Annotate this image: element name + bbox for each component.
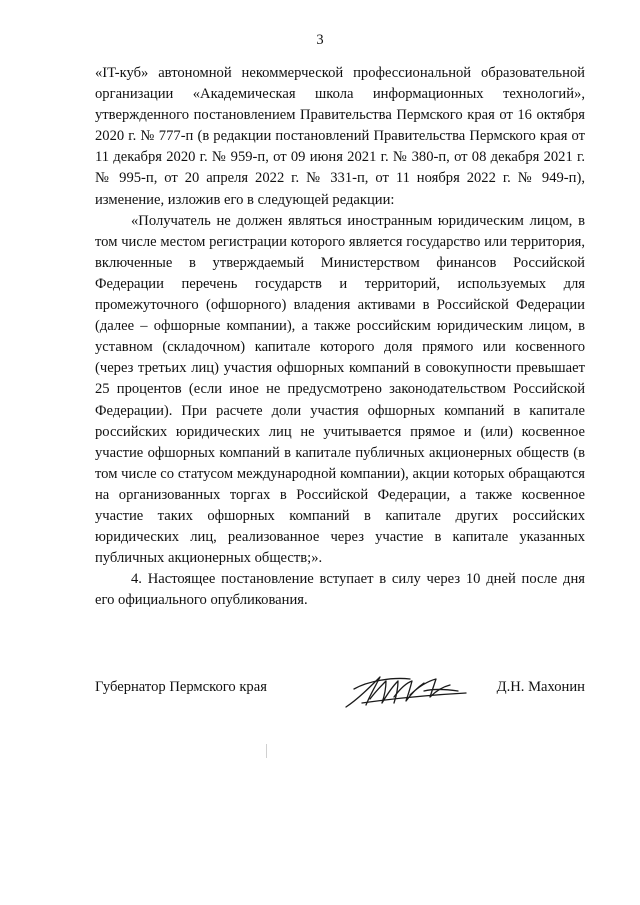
signatory-title: Губернатор Пермского края: [95, 679, 267, 695]
paragraph-item-4: 4. Настоящее постановление вступает в силу через 10 дней после дня его официального опубликования.: [95, 571, 585, 609]
handwritten-signature: [340, 669, 470, 713]
document-body: [95, 63, 585, 611]
scan-speck: [266, 744, 267, 758]
page-number: 3: [316, 32, 324, 48]
signatory-name: Д.Н. Махонин: [496, 679, 585, 695]
paragraph-quoted-amendment: «Получатель не должен являться иностранным юридическим лицом, в том числе местом регистрации которого является государство или территория, включенные в утверждаемый Министерством финансов Российской Федерации перечень государств и территорий, используемых для промежуточного (офшорного) владения активами в Российской Федерации (далее – офшорные компании), а также российским юридическим лицом, в уставном (складочном) капитале которого доля прямого или косвенного (через третьих лиц) участия офшорных компаний в совокупности превышает 25 процентов (если иное не предусмотрено законодательством Российской Федерации). При расчете доли участия офшорных компаний в капитале российских юридических лиц не учитывается прямое и (или) косвенное участие офшорных компаний в капитале публичных акционерных обществ (в том числе со статусом международной компании), акции которых обращаются на организованных торгах в Российской Федерации, а также косвенное участие таких офшорных компаний в капитале других российских юридических лиц, реализованное через участие в капитале указанных публичных акционерных обществ;».: [95, 212, 585, 567]
signature-block: [95, 677, 585, 717]
paragraph-continuation: «IT-куб» автономной некоммерческой профессиональной образовательной организации «Академическая школа информационных технологий», утвержденного постановлением Правительства Пермского края от 16 октября 2020 г. № 777-п (в редакции постановлений Правительства Пермского края от 11 декабря 2020 г. № 959-п, от 09 июня 2021 г. № 380-п, от 08 декабря 2021 г. № 995-п, от 20 апреля 2022 г. № 331-п, от 11 ноября 2022 г. № 949-п), изменение, изложив его в следующей редакции:: [95, 65, 585, 208]
